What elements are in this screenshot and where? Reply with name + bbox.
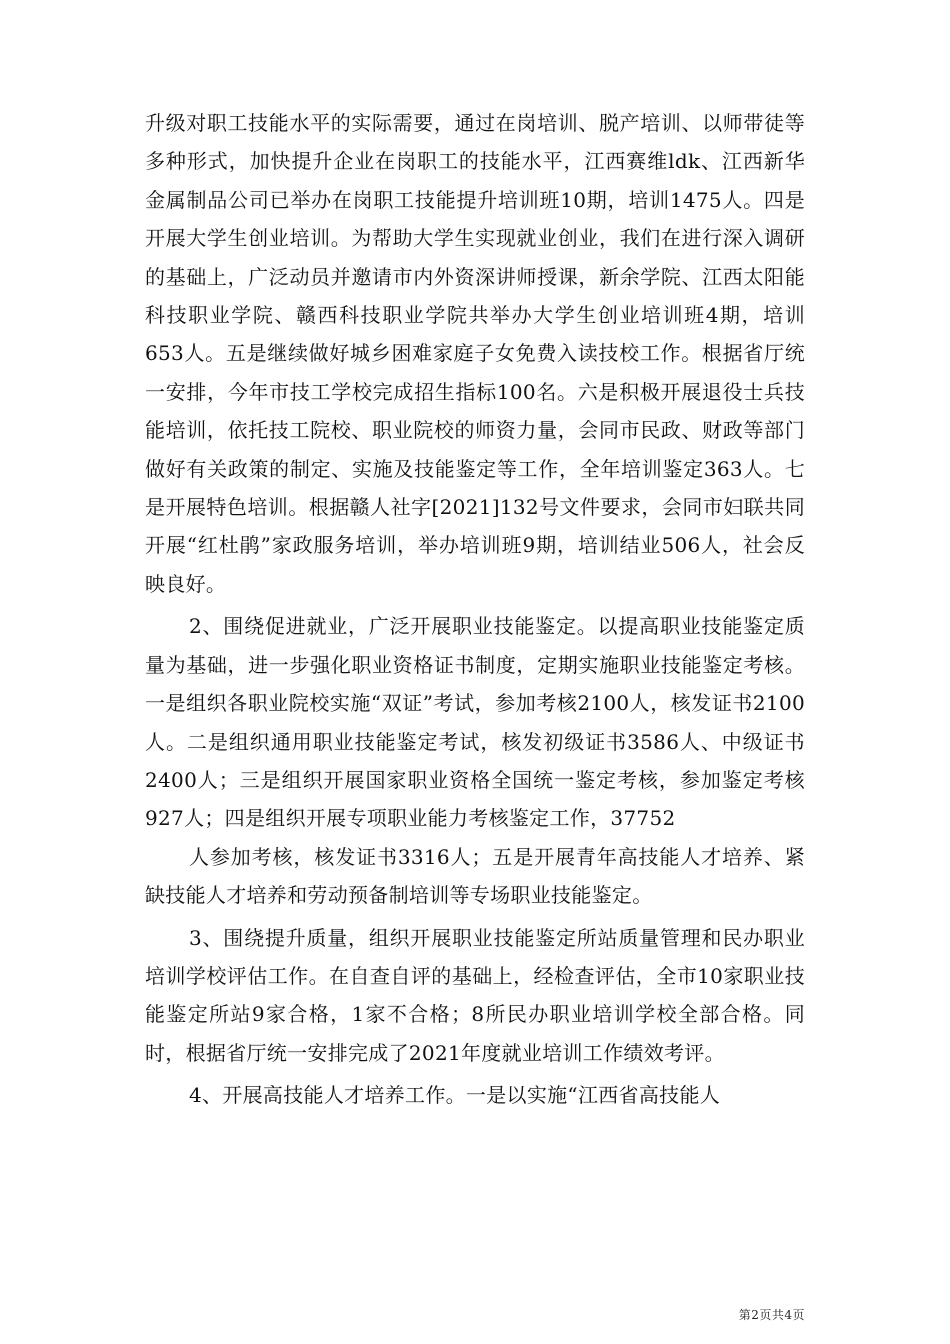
paragraph-skill-appraisal: 2、围绕促进就业，广泛开展职业技能鉴定。以提高职业技能鉴定质量为基础，进一步强化职业资格证书制度，定期实施职业技能鉴定考核。一是组织各职业院校实施“双证”考试，参加考核2100人，核发证书2100人。二是组织通用职业技能鉴定考试，核发初级证书3586人、中级证书2400人；三是组织开展国家职业资格全国统一鉴定考核，参加鉴定考核927人；四是组织开展专项职业能力考核鉴定工作，37752	[145, 614, 805, 831]
paragraph-appraisal-continued: 人参加考核，核发证书3316人；五是开展青年高技能人才培养、紧缺技能人才培养和劳动预备制培训等专场职业技能鉴定。	[145, 844, 805, 908]
paragraph-training-continued: 升级对职工技能水平的实际需要，通过在岗培训、脱产培训、以师带徒等多种形式，加快提升企业在岗职工的技能水平，江西赛维ldk、江西新华金属制品公司已举办在岗职工技能提升培训班10期，培训1475人。四是开展大学生创业培训。为帮助大学生实现就业创业，我们在进行深入调研的基础上，广泛动员并邀请市内外资深讲师授课，新余学院、江西太阳能科技职业学院、赣西科技职业学院共举办大学生创业培训班4期，培训653人。五是继续做好城乡困难家庭子女免费入读技校工作。根据省厅统一安排，今年市技工学校完成招生指标100名。六是积极开展退役士兵技能培训，依托技工院校、职业院校的师资力量，会同市民政、财政等部门做好有关政策的制定、实施及技能鉴定等工作，全年培训鉴定363人。七是开展特色培训。根据赣人社字[2021]132号文件要求，会同市妇联共同开展“红杜鹃”家政服务培训，举办培训班9期，培训结业506人，社会反映良好。	[145, 111, 805, 596]
paragraph-quality-assessment: 3、围绕提升质量，组织开展职业技能鉴定所站质量管理和民办职业培训学校评估工作。在自查自评的基础上，经检查评估，全市10家职业技能鉴定所站9家合格，1家不合格；8所民办职业培训学校全部合格。同时，根据省厅统一安排完成了2021年度就业培训工作绩效考评。	[145, 925, 805, 1065]
page-number-footer: 第2页共4页	[738, 1308, 805, 1322]
paragraph-high-skill-talent: 4、开展高技能人才培养工作。一是以实施“江西省高技能人	[189, 1083, 721, 1108]
document-body	[145, 104, 805, 1115]
